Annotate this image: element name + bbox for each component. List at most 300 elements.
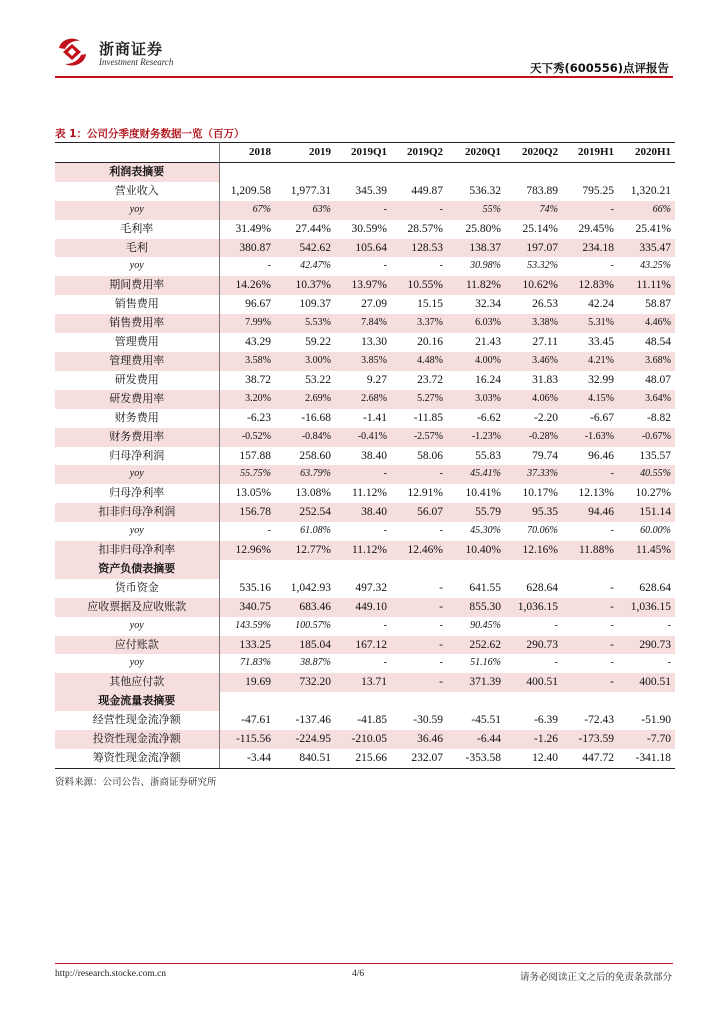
- value-cell: 55.83: [475, 449, 501, 462]
- value-cell: 32.99: [588, 373, 614, 386]
- value-cell: 66%: [618, 201, 675, 220]
- value-cell: 542.62: [275, 239, 335, 258]
- value-cell: 7.84%: [335, 314, 391, 333]
- value-cell: 3.58%: [219, 352, 275, 371]
- value-cell: 48.07: [645, 373, 671, 386]
- value-cell: 449.10: [335, 598, 391, 617]
- value-cell: 167.12: [335, 636, 391, 655]
- value-cell: 13.05%: [235, 487, 271, 500]
- value-cell: -210.05: [335, 730, 391, 749]
- value-cell: 641.55: [469, 581, 501, 594]
- value-cell: -8.82: [647, 411, 671, 424]
- value-cell: -341.18: [618, 749, 675, 768]
- table-body: [55, 162, 675, 768]
- value-cell: 60.00%: [640, 525, 671, 537]
- value-cell: 71.83%: [240, 657, 271, 669]
- value-cell: 3.20%: [219, 390, 275, 409]
- value-cell: 43.25%: [640, 260, 671, 272]
- table-row: [55, 257, 675, 276]
- value-cell: -6.39: [534, 714, 558, 727]
- value-cell: -: [667, 657, 671, 669]
- value-cell: 795.25: [582, 184, 614, 197]
- value-cell: -224.95: [275, 730, 335, 749]
- page-number: 4/6: [352, 969, 365, 979]
- column-header: 2019: [275, 143, 335, 163]
- section-row: [55, 692, 675, 711]
- value-cell: 56.07: [391, 503, 447, 522]
- value-cell: 628.64: [526, 581, 558, 594]
- value-cell: 234.18: [562, 239, 618, 258]
- value-cell: 61.08%: [300, 525, 331, 537]
- table-row: [55, 598, 675, 617]
- row-label: 毛利率: [55, 220, 219, 239]
- value-cell: -47.61: [241, 714, 271, 727]
- value-cell: -: [667, 619, 671, 631]
- value-cell: 12.46%: [391, 541, 447, 560]
- value-cell: 12.13%: [578, 487, 614, 500]
- value-cell: 43.29: [245, 336, 271, 349]
- row-label: yoy: [55, 617, 219, 636]
- value-cell: -1.41: [363, 411, 387, 424]
- section-fill-cell: [275, 692, 335, 711]
- row-label: 财务费用率: [55, 428, 219, 447]
- value-cell: 783.89: [526, 184, 558, 197]
- table-row: [55, 673, 675, 692]
- value-cell: -: [439, 657, 443, 669]
- value-cell: 683.46: [275, 598, 335, 617]
- section-label: 现金流量表摘要: [55, 692, 219, 711]
- value-cell: 628.64: [639, 581, 671, 594]
- row-label: yoy: [55, 522, 219, 541]
- table-row: [55, 409, 675, 428]
- value-cell: 345.39: [355, 184, 387, 197]
- value-cell: 48.54: [645, 336, 671, 349]
- value-cell: 38.40: [335, 503, 391, 522]
- column-header: 2020Q2: [505, 143, 562, 163]
- value-cell: -137.46: [295, 714, 331, 727]
- table-row: [55, 447, 675, 466]
- table-row: [55, 314, 675, 333]
- value-cell: 156.78: [219, 503, 275, 522]
- value-cell: 55%: [447, 201, 505, 220]
- table-row: [55, 465, 675, 484]
- value-cell: -: [335, 465, 391, 484]
- value-cell: -: [383, 619, 387, 631]
- value-cell: 380.87: [219, 239, 275, 258]
- value-cell: 3.37%: [391, 314, 447, 333]
- value-cell: 9.27: [366, 373, 387, 386]
- value-cell: -11.85: [413, 411, 443, 424]
- value-cell: 79.74: [532, 449, 558, 462]
- row-label: 扣非归母净利率: [55, 541, 219, 560]
- row-label: yoy: [55, 654, 219, 673]
- section-fill-cell: [391, 692, 447, 711]
- value-cell: 5.53%: [275, 314, 335, 333]
- section-fill-cell: [335, 162, 391, 181]
- value-cell: 1,209.58: [230, 184, 271, 197]
- table-row: [55, 182, 675, 201]
- value-cell: 11.12%: [351, 487, 387, 500]
- value-cell: -0.67%: [618, 428, 675, 447]
- table-row: [55, 352, 675, 371]
- row-label: 营业收入: [55, 182, 219, 201]
- section-fill-cell: [562, 692, 618, 711]
- value-cell: 20.16: [417, 336, 443, 349]
- value-cell: -: [391, 673, 447, 692]
- value-cell: -: [267, 260, 271, 272]
- row-label: yoy: [55, 257, 219, 276]
- section-fill-cell: [219, 692, 275, 711]
- section-fill-cell: [219, 162, 275, 181]
- section-row: [55, 560, 675, 579]
- value-cell: -: [610, 260, 614, 272]
- value-cell: 23.72: [417, 373, 443, 386]
- row-label: 研发费用: [55, 371, 219, 390]
- row-label: 研发费用率: [55, 390, 219, 409]
- value-cell: 12.40: [505, 749, 562, 768]
- section-fill-cell: [562, 162, 618, 181]
- table-row: [55, 390, 675, 409]
- value-cell: -0.28%: [505, 428, 562, 447]
- value-cell: -: [610, 619, 614, 631]
- section-label: 资产负债表摘要: [55, 560, 219, 579]
- value-cell: 4.21%: [562, 352, 618, 371]
- header-corner: [55, 143, 219, 163]
- table-row: [55, 541, 675, 560]
- value-cell: 36.46: [391, 730, 447, 749]
- value-cell: 53.32%: [527, 260, 558, 272]
- section-fill-cell: [275, 560, 335, 579]
- value-cell: 197.07: [505, 239, 562, 258]
- value-cell: -: [562, 673, 618, 692]
- value-cell: -30.59: [413, 714, 443, 727]
- value-cell: 38.40: [361, 449, 387, 462]
- value-cell: -: [391, 201, 447, 220]
- value-cell: 215.66: [335, 749, 391, 768]
- row-label: 货币资金: [55, 579, 219, 598]
- value-cell: -2.20: [534, 411, 558, 424]
- value-cell: 63%: [275, 201, 335, 220]
- value-cell: 258.60: [299, 449, 331, 462]
- value-cell: 70.06%: [527, 525, 558, 537]
- value-cell: -: [439, 525, 443, 537]
- row-label: yoy: [55, 465, 219, 484]
- value-cell: 42.24: [588, 298, 614, 311]
- value-cell: 94.46: [562, 503, 618, 522]
- table-row: [55, 276, 675, 295]
- value-cell: 135.57: [639, 449, 671, 462]
- value-cell: 11.12%: [335, 541, 391, 560]
- value-cell: 7.99%: [219, 314, 275, 333]
- value-cell: -: [610, 525, 614, 537]
- value-cell: 15.15: [417, 298, 443, 311]
- value-cell: -45.51: [471, 714, 501, 727]
- table-row: [55, 749, 675, 768]
- value-cell: 32.34: [475, 298, 501, 311]
- value-cell: -: [562, 598, 618, 617]
- value-cell: 400.51: [618, 673, 675, 692]
- value-cell: 371.39: [447, 673, 505, 692]
- value-cell: -: [391, 636, 447, 655]
- value-cell: 25.41%: [635, 222, 671, 235]
- value-cell: -6.62: [477, 411, 501, 424]
- value-cell: 5.27%: [391, 390, 447, 409]
- table-caption: 表 1：公司分季度财务数据一览（百万）: [55, 128, 245, 140]
- row-label: 管理费用率: [55, 352, 219, 371]
- value-cell: 55.79: [447, 503, 505, 522]
- value-cell: 840.51: [275, 749, 335, 768]
- value-cell: -: [383, 657, 387, 669]
- value-cell: 232.07: [391, 749, 447, 768]
- value-cell: 3.03%: [447, 390, 505, 409]
- row-label: 归母净利润: [55, 447, 219, 466]
- row-label: 筹资性现金流净额: [55, 749, 219, 768]
- value-cell: 13.08%: [295, 487, 331, 500]
- value-cell: 2.69%: [275, 390, 335, 409]
- section-row: [55, 162, 675, 181]
- value-cell: 497.32: [355, 581, 387, 594]
- row-label: 销售费用率: [55, 314, 219, 333]
- value-cell: 74%: [505, 201, 562, 220]
- value-cell: 51.16%: [470, 657, 501, 669]
- section-fill-cell: [505, 162, 562, 181]
- value-cell: 11.82%: [447, 276, 505, 295]
- value-cell: 100.57%: [295, 619, 331, 631]
- value-cell: -72.43: [584, 714, 614, 727]
- value-cell: 400.51: [505, 673, 562, 692]
- table-row: [55, 636, 675, 655]
- value-cell: -: [610, 657, 614, 669]
- column-header: 2018: [219, 143, 275, 163]
- value-cell: 27.11: [532, 336, 558, 349]
- table-row: [55, 711, 675, 730]
- value-cell: 30.59%: [351, 222, 387, 235]
- value-cell: 21.43: [475, 336, 501, 349]
- value-cell: 1,036.15: [618, 598, 675, 617]
- value-cell: 185.04: [275, 636, 335, 655]
- value-cell: 45.30%: [470, 525, 501, 537]
- value-cell: 11.88%: [562, 541, 618, 560]
- value-cell: -: [554, 657, 558, 669]
- value-cell: -: [439, 619, 443, 631]
- value-cell: 340.75: [219, 598, 275, 617]
- section-fill-cell: [275, 162, 335, 181]
- table-row: [55, 654, 675, 673]
- value-cell: 12.16%: [505, 541, 562, 560]
- value-cell: 109.37: [299, 298, 331, 311]
- value-cell: 151.14: [618, 503, 675, 522]
- value-cell: 3.68%: [618, 352, 675, 371]
- section-fill-cell: [219, 560, 275, 579]
- value-cell: 42.47%: [300, 260, 331, 272]
- value-cell: 2.68%: [335, 390, 391, 409]
- value-cell: -6.23: [247, 411, 271, 424]
- header-divider: [55, 76, 673, 78]
- zheshang-logo-icon: [55, 36, 91, 68]
- value-cell: 6.03%: [447, 314, 505, 333]
- value-cell: -: [439, 581, 443, 594]
- column-header: 2020H1: [618, 143, 675, 163]
- value-cell: 38.72: [245, 373, 271, 386]
- value-cell: 10.62%: [505, 276, 562, 295]
- value-cell: 157.88: [239, 449, 271, 462]
- value-cell: 10.27%: [635, 487, 671, 500]
- value-cell: 63.79%: [275, 465, 335, 484]
- row-label: 管理费用: [55, 333, 219, 352]
- value-cell: 5.31%: [562, 314, 618, 333]
- row-label: 财务费用: [55, 409, 219, 428]
- section-fill-cell: [505, 692, 562, 711]
- value-cell: 45.41%: [447, 465, 505, 484]
- value-cell: 58.87: [645, 298, 671, 311]
- table-row: [55, 220, 675, 239]
- page-header: [55, 36, 675, 76]
- value-cell: -3.44: [219, 749, 275, 768]
- table-row: [55, 201, 675, 220]
- value-cell: -: [562, 465, 618, 484]
- value-cell: 1,042.93: [290, 581, 331, 594]
- row-label: 应付账款: [55, 636, 219, 655]
- value-cell: 3.64%: [618, 390, 675, 409]
- section-fill-cell: [447, 560, 505, 579]
- value-cell: -: [391, 465, 447, 484]
- value-cell: 96.67: [245, 298, 271, 311]
- value-cell: 3.00%: [275, 352, 335, 371]
- value-cell: 732.20: [275, 673, 335, 692]
- source-note: 资料来源：公司公告、浙商证券研究所: [55, 777, 217, 788]
- value-cell: -353.58: [447, 749, 505, 768]
- table-row: [55, 579, 675, 598]
- value-cell: 252.54: [275, 503, 335, 522]
- value-cell: 128.53: [391, 239, 447, 258]
- table-row: [55, 522, 675, 541]
- table-row: [55, 503, 675, 522]
- table-row: [55, 484, 675, 503]
- row-label: 经营性现金流净额: [55, 711, 219, 730]
- value-cell: 53.22: [305, 373, 331, 386]
- value-cell: -115.56: [219, 730, 275, 749]
- value-cell: 25.14%: [522, 222, 558, 235]
- value-cell: 290.73: [505, 636, 562, 655]
- value-cell: -16.68: [301, 411, 331, 424]
- value-cell: 855.30: [447, 598, 505, 617]
- footer-divider: [55, 963, 673, 964]
- value-cell: 12.91%: [407, 487, 443, 500]
- row-label: 销售费用: [55, 295, 219, 314]
- value-cell: 38.87%: [300, 657, 331, 669]
- value-cell: 27.44%: [295, 222, 331, 235]
- value-cell: -51.90: [641, 714, 671, 727]
- value-cell: 133.25: [219, 636, 275, 655]
- value-cell: -: [391, 598, 447, 617]
- value-cell: 33.45: [588, 336, 614, 349]
- value-cell: 31.49%: [235, 222, 271, 235]
- section-fill-cell: [335, 560, 391, 579]
- value-cell: -1.23%: [447, 428, 505, 447]
- footer-url[interactable]: http://research.stocke.com.cn: [55, 969, 167, 979]
- value-cell: 14.26%: [219, 276, 275, 295]
- section-fill-cell: [618, 560, 675, 579]
- value-cell: 449.87: [411, 184, 443, 197]
- value-cell: -0.84%: [275, 428, 335, 447]
- value-cell: 37.33%: [505, 465, 562, 484]
- value-cell: 95.35: [505, 503, 562, 522]
- table-row: [55, 730, 675, 749]
- value-cell: 96.46: [588, 449, 614, 462]
- value-cell: -0.52%: [219, 428, 275, 447]
- value-cell: 25.80%: [465, 222, 501, 235]
- value-cell: 12.83%: [562, 276, 618, 295]
- value-cell: 30.98%: [470, 260, 501, 272]
- value-cell: 535.16: [239, 581, 271, 594]
- column-header: 2019Q1: [335, 143, 391, 163]
- section-label: 利润表摘要: [55, 162, 219, 181]
- value-cell: 90.45%: [470, 619, 501, 631]
- value-cell: 4.46%: [618, 314, 675, 333]
- report-title: 天下秀(600556)点评报告: [529, 61, 669, 75]
- company-name-cn: 浙商证券: [99, 40, 164, 58]
- value-cell: 26.53: [532, 298, 558, 311]
- value-cell: 31.83: [532, 373, 558, 386]
- value-cell: 11.45%: [618, 541, 675, 560]
- section-fill-cell: [562, 560, 618, 579]
- value-cell: 252.62: [447, 636, 505, 655]
- value-cell: -7.70: [618, 730, 675, 749]
- section-fill-cell: [447, 692, 505, 711]
- table-row: [55, 617, 675, 636]
- value-cell: 3.85%: [335, 352, 391, 371]
- value-cell: 58.06: [417, 449, 443, 462]
- value-cell: 27.09: [361, 298, 387, 311]
- value-cell: -: [554, 619, 558, 631]
- value-cell: 1,036.15: [505, 598, 562, 617]
- value-cell: 1,320.21: [630, 184, 671, 197]
- value-cell: 1,977.31: [290, 184, 331, 197]
- value-cell: 143.59%: [235, 619, 271, 631]
- value-cell: -6.67: [590, 411, 614, 424]
- value-cell: 138.37: [447, 239, 505, 258]
- value-cell: 13.30: [361, 336, 387, 349]
- row-label: yoy: [55, 201, 219, 220]
- row-label: 应收票据及应收账款: [55, 598, 219, 617]
- value-cell: -: [439, 260, 443, 272]
- value-cell: -0.41%: [335, 428, 391, 447]
- row-label: 扣非归母净利润: [55, 503, 219, 522]
- value-cell: -41.85: [357, 714, 387, 727]
- financial-table: [55, 142, 675, 769]
- value-cell: -: [383, 525, 387, 537]
- table-row: [55, 333, 675, 352]
- value-cell: -6.44: [447, 730, 505, 749]
- value-cell: 10.41%: [465, 487, 501, 500]
- value-cell: 4.48%: [391, 352, 447, 371]
- value-cell: -1.63%: [562, 428, 618, 447]
- section-fill-cell: [505, 560, 562, 579]
- value-cell: -: [610, 581, 614, 594]
- table-row: [55, 428, 675, 447]
- value-cell: 13.71: [335, 673, 391, 692]
- value-cell: 55.75%: [219, 465, 275, 484]
- value-cell: 105.64: [335, 239, 391, 258]
- column-header: 2020Q1: [447, 143, 505, 163]
- value-cell: 13.97%: [335, 276, 391, 295]
- value-cell: 10.37%: [275, 276, 335, 295]
- table-row: [55, 371, 675, 390]
- value-cell: 59.22: [305, 336, 331, 349]
- table-row: [55, 239, 675, 258]
- value-cell: -173.59: [562, 730, 618, 749]
- value-cell: -: [562, 636, 618, 655]
